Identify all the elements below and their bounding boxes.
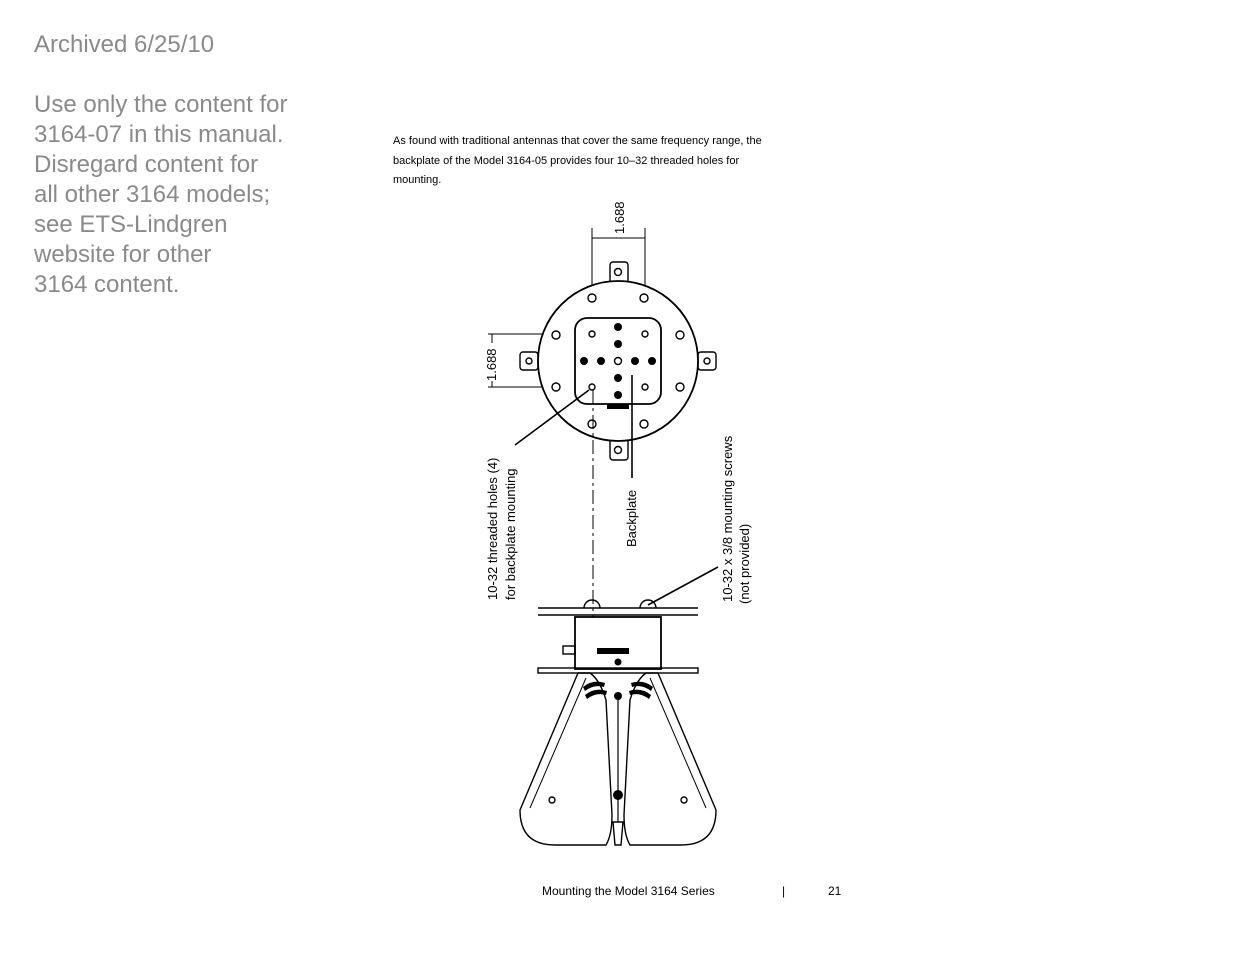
archive-line: 3164-07 in this manual. [34, 121, 284, 148]
archive-line: website for other [34, 241, 212, 268]
mounting-screws-label-line2: (not provided) [737, 523, 752, 604]
archive-notice [34, 30, 334, 300]
threaded-holes-label-line2: for backplate mounting [503, 468, 518, 600]
archive-line: all other 3164 models; [34, 181, 271, 208]
archive-line: see ETS-Lindgren [34, 211, 228, 238]
intro-line: As found with traditional antennas that cover the same frequency range, the [393, 135, 762, 147]
archive-line: Disregard content for [34, 151, 259, 178]
footer-title: Mounting the Model 3164 Series [542, 884, 715, 898]
dimension-label-left: 1.688 [484, 348, 499, 381]
page-number: 21 [828, 884, 842, 898]
backplate-mounting-diagram [470, 200, 770, 860]
intro-line: mounting. [393, 174, 442, 186]
archive-line: 3164 content. [34, 271, 180, 298]
intro-paragraph [393, 132, 833, 191]
archive-line: Use only the content for [34, 91, 288, 118]
threaded-holes-label-line1: 10-32 threaded holes (4) [485, 457, 500, 600]
footer-separator: | [782, 884, 786, 898]
archive-heading: Archived 6/25/10 [34, 31, 215, 58]
dimension-label-top: 1.688 [612, 201, 627, 234]
mounting-screws-label-line1: 10-32 x 3/8 mounting screws [720, 435, 735, 602]
backplate-label: Backplate [624, 489, 639, 547]
intro-line: backplate of the Model 3164-05 provides four 10–32 threaded holes for [393, 154, 740, 167]
